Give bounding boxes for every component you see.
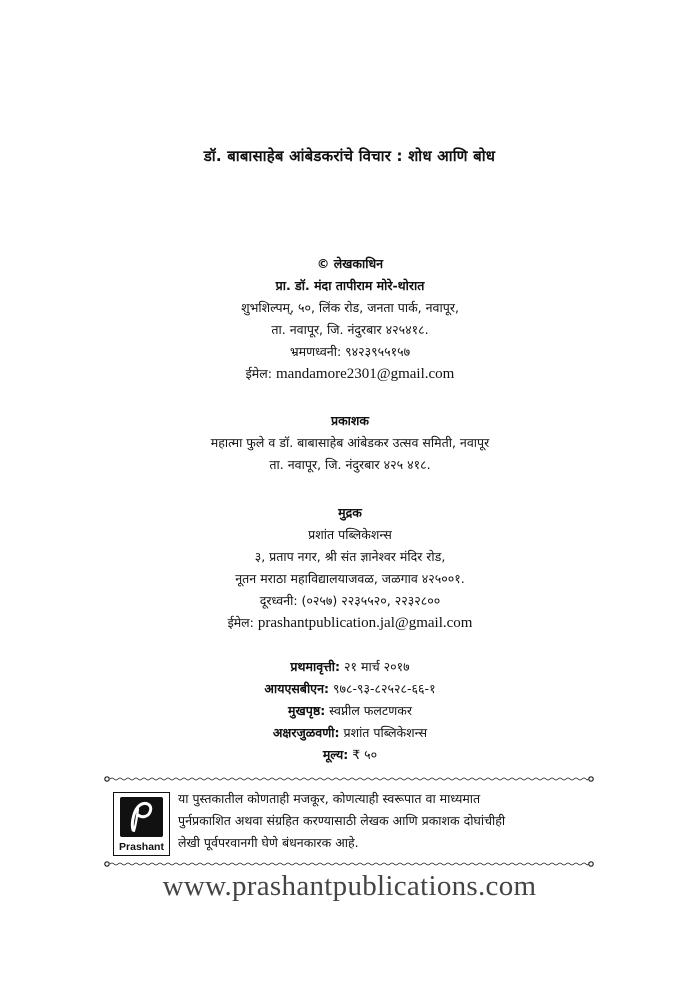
publisher-logo [113, 792, 170, 856]
notice-line: पुर्नप्रकाशित अथवा संग्रहित करण्यासाठी लेखक आणि प्रकाशक दोघांचीही [178, 813, 506, 828]
printer-address-line1: ३, प्रताप नगर, श्री संत ज्ञानेश्वर मंदिर रोड, [254, 549, 446, 564]
author-address-line1: शुभशिल्पम्, ५०, लिंक रोड, जनता पार्क, नवापूर, [241, 300, 459, 315]
printer-email-line [100, 612, 600, 634]
publisher-address: ता. नवापूर, जि. नंदुरबार ४२५ ४१८. [269, 457, 431, 472]
detail-first-edition [100, 656, 600, 678]
author-address-line2: ता. नवापूर, जि. नंदुरबार ४२५४१८. [271, 322, 429, 337]
detail-label: मूल्य: [322, 747, 349, 762]
detail-label: मुखपृष्ठ: [288, 703, 326, 718]
copyright-heading: © लेखकाधिन [316, 256, 384, 271]
detail-value: स्वप्नील फलटणकर [325, 703, 412, 718]
printer-email: prashantpublication.jal@gmail.com [257, 615, 473, 631]
copyright-section [100, 253, 600, 385]
detail-value: ९७८-९३-८२५२८-६६-१ [329, 681, 436, 696]
printer-name: प्रशांत पब्लिकेशन्स [308, 527, 392, 542]
author-email-label: ईमेल: [245, 366, 276, 381]
detail-value: ₹ ५० [348, 747, 378, 762]
detail-label: प्रथमावृत्ती: [290, 659, 341, 674]
bottom-wavy-divider [104, 861, 594, 867]
detail-value: प्रशांत पब्लिकेशन्स [339, 725, 428, 740]
copyright-notice [178, 788, 598, 854]
top-wavy-divider [104, 776, 594, 782]
detail-isbn [100, 678, 600, 700]
book-title: डॉ. बाबासाहेब आंबेडकरांचे विचार : शोध आणि बोध [203, 147, 496, 165]
notice-line: लेखी पूर्वपरवानगी घेणे बंधनकारक आहे. [178, 835, 359, 850]
detail-typesetting [100, 722, 600, 744]
detail-label: आयएसबीएन: [264, 681, 330, 696]
printer-phone: दूरध्वनी: (०२५७) २२३५५२०, २२३२८०० [259, 593, 441, 608]
detail-value: २१ मार्च २०१७ [340, 659, 410, 674]
publication-details [100, 656, 600, 766]
publisher-name: महात्मा फुले व डॉ. बाबासाहेब आंबेडकर उत्सव समिती, नवापूर [210, 435, 490, 450]
detail-price [100, 744, 600, 766]
author-email: mandamore2301@gmail.com [275, 366, 455, 382]
publisher-website: www.prashantpublications.com [162, 870, 537, 902]
author-email-line [100, 363, 600, 385]
detail-cover [100, 700, 600, 722]
notice-line: या पुस्तकातील कोणताही मजकूर, कोणत्याही स्वरूपात वा माध्यमात [178, 791, 481, 806]
detail-label: अक्षरजुळवणी: [272, 725, 340, 740]
printer-section [100, 502, 600, 634]
publisher-section [100, 410, 600, 476]
printer-heading: मुद्रक [338, 505, 362, 520]
printer-address-line2: नूतन मराठा महाविद्यालयाजवळ, जळगाव ४२५००१. [235, 571, 465, 586]
publisher-heading: प्रकाशक [330, 413, 370, 428]
author-name: प्रा. डॉ. मंदा तापीराम मोरे-थोरात [275, 278, 425, 293]
author-mobile: भ्रमणध्वनी: ९४२३९५५१५७ [289, 344, 411, 359]
printer-email-label: ईमेल: [227, 615, 258, 630]
publisher-logo-mark [120, 797, 163, 837]
publisher-logo-name: Prashant [119, 841, 164, 853]
